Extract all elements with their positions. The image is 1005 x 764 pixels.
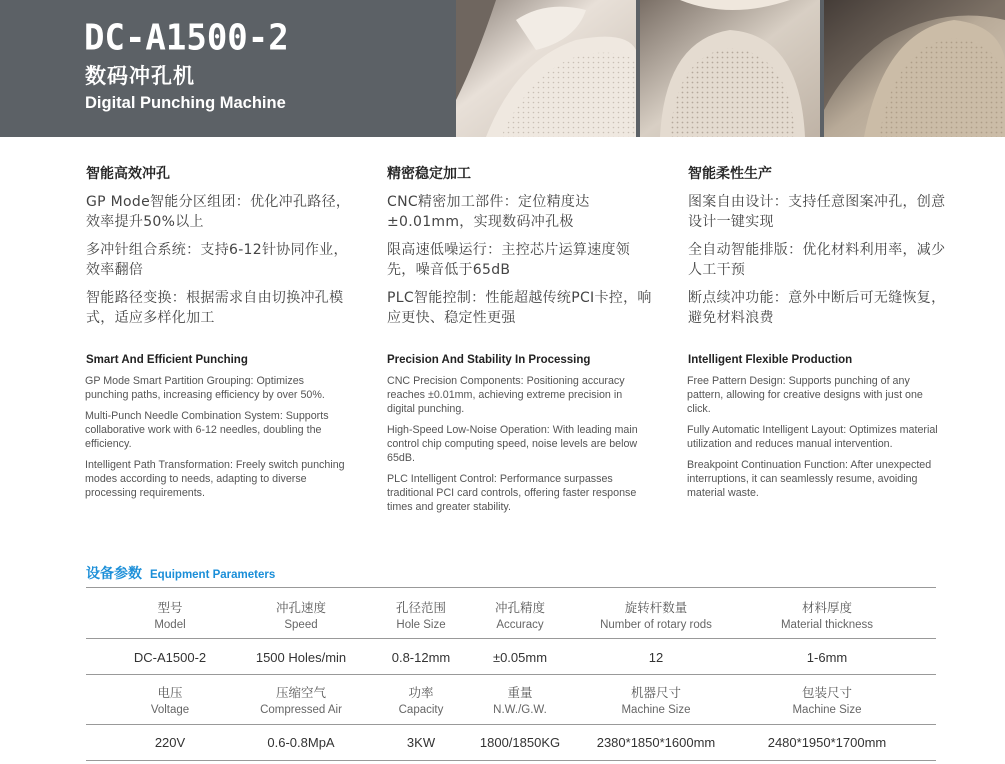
param-value: 1-6mm [806, 650, 848, 665]
param-header-cn: 材料厚度 [801, 600, 853, 615]
feature-item-en: Free Pattern Design: Supports punching of any pattern, allowing for creative designs with just one click. [687, 375, 923, 415]
table-rule [86, 587, 936, 588]
feature-item-en: Breakpoint Continuation Function: After unexpected interruptions, it can seamlessly resume, avoiding material waste. [687, 459, 932, 499]
param-header-en: Material thickness [780, 619, 874, 631]
param-value: ±0.05mm [492, 650, 548, 665]
feature-title-cn: 智能柔性生产 [688, 166, 772, 182]
param-value: 2480*1950*1700mm [767, 735, 887, 750]
param-header-en: Machine Size [621, 704, 691, 716]
feature-item-en: High-Speed Low-Noise Operation: With leading main control chip computing speed, noise levels are below 65dB. [387, 424, 638, 464]
param-header-cn: 电压 [157, 685, 183, 700]
param-header-cn: 孔径范围 [395, 600, 447, 615]
seat-photo-headrest [456, 0, 636, 137]
feature-title-en: Smart And Efficient Punching [86, 354, 248, 366]
param-header-en: Number of rotary rods [600, 619, 712, 631]
title-en: Digital Punching Machine [85, 94, 286, 112]
param-header-cn: 冲孔精度 [494, 600, 546, 615]
param-value: 0.8-12mm [391, 650, 451, 665]
feature-item-cn: 图案自由设计：支持任意图案冲孔，创意设计一键实现 [688, 194, 946, 230]
param-header-en: Machine Size [792, 704, 862, 716]
feature-column-2 [387, 163, 652, 336]
param-header-cn: 机器尺寸 [630, 685, 682, 700]
feature-title-en: Intelligent Flexible Production [688, 354, 853, 366]
param-header-en: Hole Size [396, 619, 446, 631]
feature-item-en: CNC Precision Components: Positioning accuracy reaches ±0.01mm, achieving extreme precision in digital punching. [387, 375, 625, 415]
feature-item-cn: 限高速低噪运行：主控芯片运算速度领先，噪音低于65dB [387, 242, 631, 278]
feature-column-3 [688, 163, 953, 336]
param-header-en: Model [154, 619, 186, 631]
param-header-cn: 重量 [507, 685, 533, 700]
param-header-en: Compressed Air [260, 704, 342, 716]
param-header-cn: 功率 [408, 685, 434, 700]
params-title-en: Equipment Parameters [150, 569, 276, 581]
param-value: 220V [154, 735, 186, 750]
feature-item-cn: 多冲针组合系统：支持6-12针协同作业，效率翻倍 [86, 242, 348, 278]
param-header-en: Accuracy [496, 619, 544, 631]
feature-item-en: PLC Intelligent Control: Performance surpasses traditional PCI card controls, offering faster response times and greater stability. [387, 473, 637, 513]
feature-item-en: Multi-Punch Needle Combination System: Supports collaborative work with 6-12 needles, doubling the efficiency. [85, 410, 329, 450]
feature-title-en: Precision And Stability In Processing [387, 354, 591, 366]
param-header-cn: 旋转杆数量 [624, 600, 688, 615]
param-value: 1800/1850KG [479, 735, 561, 750]
feature-list-en [387, 374, 647, 521]
feature-item-cn: GP Mode智能分区组团：优化冲孔路径，效率提升50%以上 [86, 194, 351, 230]
param-header-cn: 冲孔速度 [275, 600, 327, 615]
feature-title-cn: 精密稳定加工 [387, 166, 471, 182]
model-code: DC-A1500-2 [84, 17, 289, 59]
feature-item-cn: PLC智能控制：性能超越传统PCI卡控，响应更快、稳定性更强 [387, 290, 652, 326]
param-value: 12 [648, 650, 664, 665]
feature-item-cn: 全自动智能排版：优化材料利用率，减少人工干预 [688, 242, 946, 278]
feature-item-cn: CNC精密加工部件：定位精度达±0.01mm，实现数码冲孔极 [387, 194, 590, 230]
table-rule [86, 674, 936, 675]
feature-item-en: Intelligent Path Transformation: Freely switch punching modes according to needs, adapting to diverse processing requirements. [85, 459, 345, 499]
param-value: DC-A1500-2 [133, 650, 207, 665]
feature-item-cn: 断点续冲功能：意外中断后可无缝恢复，避免材料浪费 [688, 290, 946, 326]
feature-item-en: Fully Automatic Intelligent Layout: Optimizes material utilization and reduces manual intervention. [687, 424, 938, 450]
param-header-en: Speed [284, 619, 318, 631]
table-rule [86, 724, 936, 725]
feature-item-cn: 智能路径变换：根据需求自由切换冲孔模式，适应多样化加工 [86, 290, 344, 326]
seat-photo-side [824, 0, 1005, 137]
feature-list-en [85, 374, 345, 507]
table-rule [86, 760, 936, 761]
feature-item-en: GP Mode Smart Partition Grouping: Optimizes punching paths, increasing efficiency by over 50%. [85, 375, 325, 401]
param-header-en: N.W./G.W. [493, 704, 547, 716]
feature-title-cn: 智能高效冲孔 [86, 166, 170, 182]
param-header-en: Capacity [398, 704, 444, 716]
param-value: 2380*1850*1600mm [596, 735, 716, 750]
param-value: 1500 Holes/min [255, 650, 347, 665]
param-header-en: Voltage [150, 704, 190, 716]
feature-list-en [687, 374, 947, 507]
param-header-cn: 型号 [157, 600, 183, 615]
feature-column-1 [86, 163, 351, 336]
param-header-cn: 包装尺寸 [801, 685, 853, 700]
title-cn: 数码冲孔机 [85, 64, 195, 88]
seat-photo-backrest [640, 0, 820, 137]
params-section-title [86, 563, 275, 583]
param-header-cn: 压缩空气 [275, 685, 327, 700]
param-value: 3KW [406, 735, 436, 750]
param-value: 0.6-0.8MpA [267, 735, 335, 750]
table-rule [86, 638, 936, 639]
params-title-cn: 设备参数 [86, 566, 142, 582]
